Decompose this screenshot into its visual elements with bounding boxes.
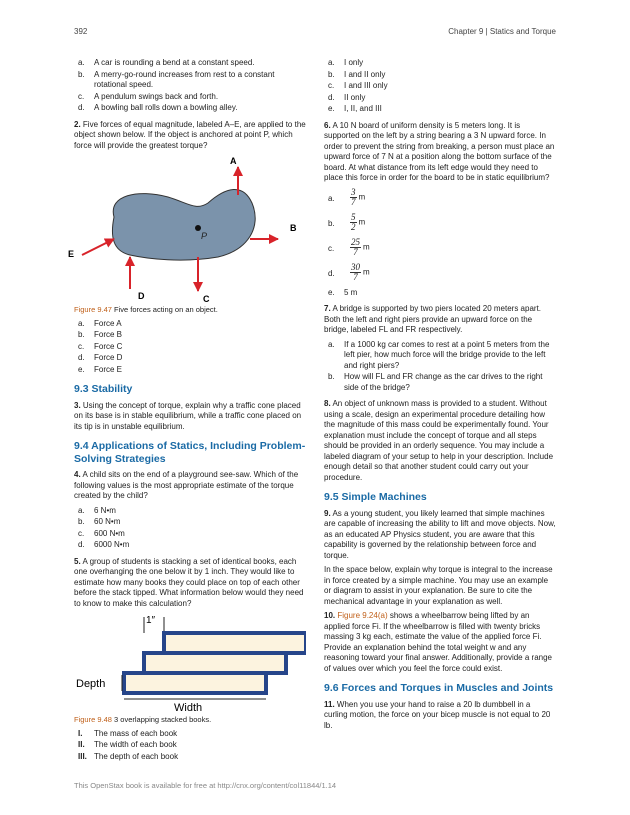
q6-option-c: c. $\frac{25}{7}$ m	[328, 236, 370, 257]
section-9-3-heading: 9.3 Stability	[74, 383, 133, 395]
question-5: 5. A group of students is stacking a set of identical books, each one overhanging the one below it by 1 inch. They would like to estimate how many books they could place on top of each other before the stack tipped. What information below would they need to know to make this calculation?	[74, 556, 304, 608]
right-column	[324, 58, 556, 735]
question-7: 7. A bridge is supported by two piers located 20 meters apart. Both the left and right piers provide an upward force on the bridge, labeled FL and FR respectively.	[324, 304, 542, 334]
left-column	[68, 58, 306, 768]
q6-option-d: d. $\frac{30}{7}$ m	[328, 261, 370, 282]
page-number: 392	[74, 27, 88, 36]
label-e: E	[68, 249, 75, 259]
q6-option-b: b. $\frac{5}{2}$ m	[328, 211, 366, 232]
question-10: 10. Figure 9.24(a) shows a wheelbarrow being lifted by an applied force Fi. If the wheelbarrow is filled with twenty bricks massing 3 kg each, estimate the value of the applied force Fi. Provide an explanation behind the total weight w and any reasoning toward your final answer. Additionally, provide a range of values over which you feel the force could exist.	[324, 611, 552, 673]
book-middle	[144, 653, 286, 673]
q7-option-b: b. How will FL and FR change as the car drives to the right side of the bridge?	[328, 372, 543, 392]
question-9: 9. As a young student, you likely learned that simple machines are capable of increasing the ability to lift and move objects. Now, as an educated AP Physics student, you are aware that this capability is governed by the relationship between force and torque.	[324, 508, 556, 560]
figure-9-48	[74, 613, 306, 713]
q5-answer-a: a. I only	[328, 58, 364, 67]
q7-option-a: a. If a 1000 kg car comes to rest at a point 5 meters from the left pier, how much force will the bridge provide to the left and right piers?	[328, 339, 550, 370]
figure-9-47	[68, 155, 300, 303]
chapter-title: Chapter 9 | Statics and Torque	[448, 27, 556, 36]
question-2: 2. Five forces of equal magnitude, labeled A–E, are applied to the object shown below. If the object is anchored at point P, which force will provide the greatest torque?	[74, 119, 306, 150]
q4-options	[74, 506, 306, 551]
q6-option-e: e. 5 m	[328, 287, 358, 297]
q2-option-a: a. Force A	[78, 318, 122, 328]
q2-option-b: b. Force B	[78, 330, 123, 339]
q5-answer-d: d. II only	[328, 92, 366, 102]
q1-option-d: d. A bowling ball rolls down a bowling alley.	[78, 103, 238, 112]
section-9-4-heading: 9.4 Applications of Statics, Including Problem-Solving Strategies	[74, 440, 306, 465]
question-3: 3. Using the concept of torque, explain why a traffic cone placed on its base is in stable equilibrium, while a traffic cone placed on its tip is in unstable equilibrium.	[74, 400, 302, 431]
question-4: 4. A child sits on the end of a playground see-saw. Which of the following values is the most appropriate estimate of the torque created by the child?	[74, 470, 299, 500]
q5-answer-b: b. I and II only	[328, 69, 386, 79]
q6-options	[324, 188, 556, 282]
q2-options	[74, 319, 306, 376]
force-e-arrow	[82, 239, 114, 255]
q4-option-b: b. 60 N•m	[78, 517, 121, 526]
question-11: 11. When you use your hand to raise a 20 lb dumbbell in a curling motion, the force on your bicep muscle is not equal to 20 lb.	[324, 699, 551, 730]
q5-answer-e: e. I, II, and III	[328, 104, 382, 113]
q1-option-b: b. A merry-go-round increases from rest to a constant rotational speed.	[78, 69, 275, 89]
q1-options	[74, 58, 306, 114]
figure-9-47-caption: Figure 9.47 Five forces acting on an object.	[74, 305, 218, 314]
q2-option-e: e. Force E	[78, 364, 123, 374]
figure-9-48-caption: Figure 9.48 3 overlapping stacked books.	[74, 715, 212, 724]
figure-9-24a-link[interactable]: Figure 9.24(a)	[337, 611, 388, 620]
q4-option-d: d. 6000 N•m	[78, 540, 130, 549]
q6-option-a: a. $\frac{3}{7}$ m	[328, 186, 366, 207]
q5-options	[74, 729, 306, 763]
question-8: 8. An object of unknown mass is provided to a student. Without using a scale, design an experimental procedure detailing how the magnitude of this mass could be experimentally found. Your explanation must include the concept of torque and all steps should be provided in an orderly sequence. You may include a labeled diagram of your setup to help in your description. Include enough detail so that another student could carry out your procedure.	[324, 399, 554, 482]
label-p: P	[201, 231, 208, 241]
q6-option-e-list	[324, 288, 556, 299]
question-9-part-2: In the space below, explain why torque is integral to the increase in force created by a simple machine. You may use an example or diagram to assist in your explanation. Be sure to cite the mechanical advantage in your explanation as well.	[324, 565, 553, 606]
label-depth: Depth	[76, 678, 106, 690]
object-shape	[112, 189, 255, 260]
q2-option-d: d. Force D	[78, 353, 123, 362]
q1-option-c: c. A pendulum swings back and forth.	[78, 91, 219, 101]
label-c: C	[203, 294, 210, 303]
q5-option-iii: III. The depth of each book	[78, 751, 179, 761]
label-a: A	[230, 156, 237, 166]
question-6: 6. A 10 N board of uniform density is 5 meters long. It is supported on the left by a string bearing a 3 N upward force. In order to prevent the string from breaking, a person must place an upward force of 7 N at a position along the bottom surface of the board. At what distance from its left edge would they need to place this force in order for the board to be in static equilibrium?	[324, 120, 555, 182]
q4-option-a: a. 6 N•m	[78, 505, 116, 515]
book-top	[164, 633, 306, 653]
q2-option-c: c. Force C	[78, 341, 123, 351]
q7-options	[324, 340, 556, 394]
q5-answers	[324, 58, 556, 115]
book-bottom	[124, 673, 266, 693]
footer-note: This OpenStax book is available for free at http://cnx.org/content/col11844/1.14	[74, 781, 337, 790]
label-b: B	[290, 223, 297, 233]
label-d: D	[138, 291, 145, 301]
q5-answer-c: c. I and III only	[328, 81, 388, 90]
label-width: Width	[174, 702, 203, 713]
section-9-6-heading: 9.6 Forces and Torques in Muscles and Joints	[324, 682, 554, 694]
q5-option-ii: II. The width of each book	[78, 740, 177, 749]
q5-option-i: I. The mass of each book	[78, 728, 178, 738]
section-9-5-heading: 9.5 Simple Machines	[324, 491, 427, 503]
q1-option-a: a. A car is rounding a bend at a constant speed.	[78, 58, 255, 67]
label-one-inch: 1″	[146, 615, 156, 626]
q4-option-c: c. 600 N•m	[78, 528, 125, 538]
